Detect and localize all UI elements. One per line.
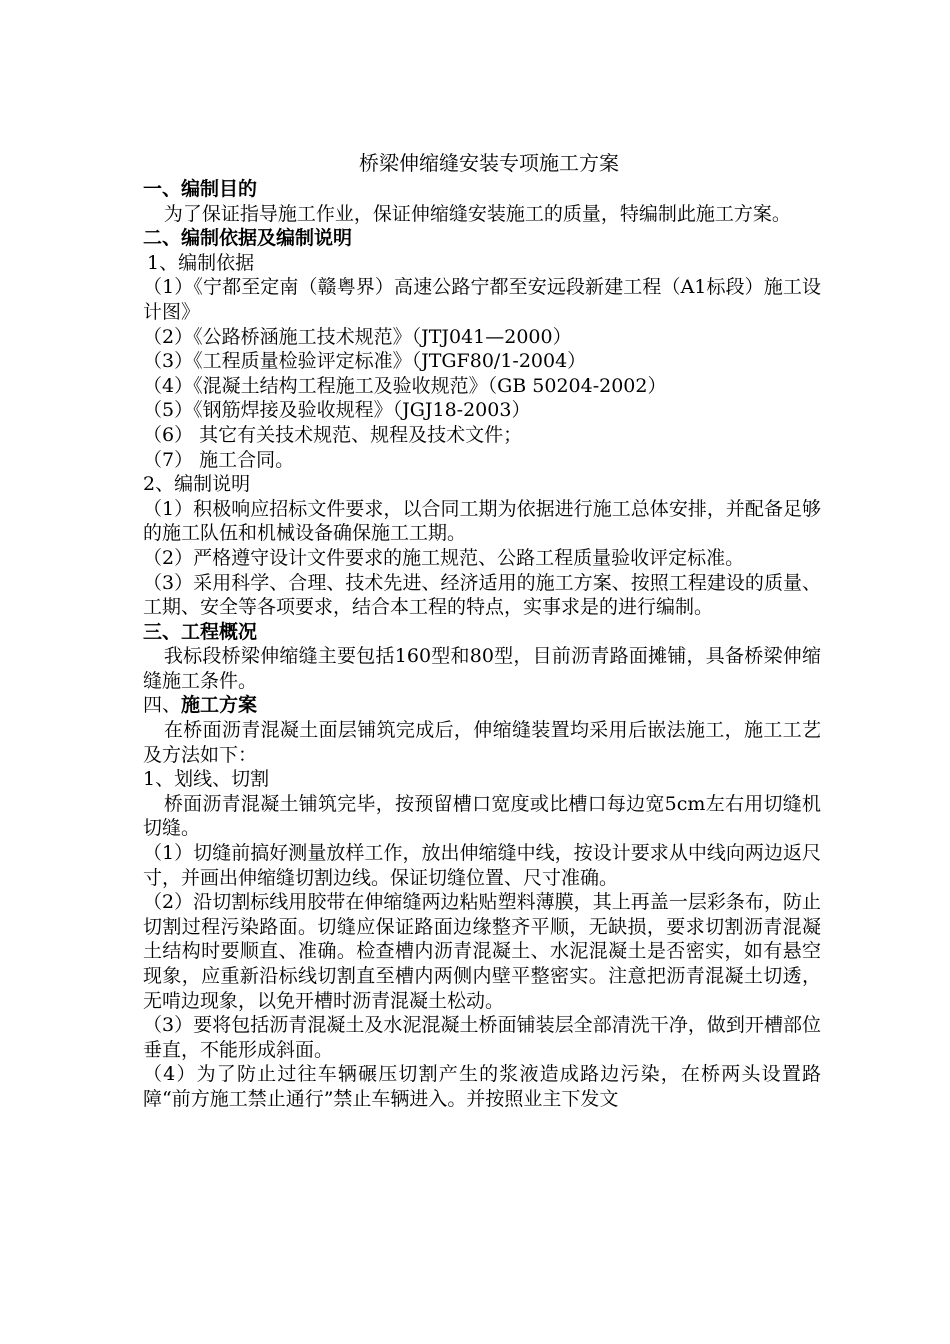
section-heading-number: 四、 [143, 694, 182, 717]
body-paragraph: 1、编制依据 [147, 251, 255, 274]
body-paragraph: 桥面沥青混凝土铺筑完毕，按预留槽口宽度或比槽口每边宽5cm左右用切缝机切缝。 [143, 792, 821, 840]
body-paragraph: （3）采用科学、合理、技术先进、经济适用的施工方案、按照工程建设的质量、工期、安全等各项要求，结合本工程的特点，实事求是的进行编制。 [143, 571, 821, 619]
body-paragraph: （5）《钢筋焊接及验收规程》（JGJ18-2003） [143, 399, 531, 422]
body-paragraph: （2）严格遵守设计文件要求的施工规范、公路工程质量验收评定标准。 [143, 546, 745, 569]
document-title: 桥梁伸缩缝安装专项施工方案 [359, 151, 619, 175]
body-paragraph: （2）《公路桥涵施工技术规范》（JTJ041—2000） [143, 325, 572, 348]
body-paragraph: （3）《工程质量检验评定标准》（JTGF80/1-2004） [143, 350, 587, 373]
body-paragraph: 2、编制说明 [143, 473, 251, 496]
body-paragraph: （3）要将包括沥青混凝土及水泥混凝土桥面铺装层全部清洗干净，做到开槽部位垂直，不能形成斜面。 [143, 1014, 821, 1061]
body-paragraph: 在桥面沥青混凝土面层铺筑完成后，伸缩缝装置均采用后嵌法施工，施工工艺及方法如下： [143, 719, 821, 766]
body-paragraph: （4）《混凝土结构工程施工及验收规范》（GB 50204-2002） [143, 374, 667, 397]
section-heading: 一、编制目的 [143, 178, 258, 200]
body-paragraph: （7） 施工合同。 [143, 448, 295, 471]
section-heading-label: 施工方案 [181, 694, 258, 717]
section-heading [143, 693, 821, 718]
body-paragraph: （2）沿切割标线用胶带在伸缩缝两边粘贴塑料薄膜，其上再盖一层彩条布，防止切割过程污染路面。切缝应保证路面边缘整齐平顺，无缺损，要求切割沥青混凝土结构时要顺直、准确。检查槽内沥青混凝土、水泥混凝土是否密实，如有悬空现象，应重新沿标线切割直至槽内两侧内壁平整密实。注意把沥青混凝土切透，无啃边现象，以免开槽时沥青混凝土松动。 [143, 891, 821, 1012]
body-paragraph: （4）为了防止过往车辆碾压切割产生的浆液造成路边污染，在桥两头设置路障“前方施工禁止通行”禁止车辆进入。并按照业主下发文 [143, 1063, 821, 1110]
document-body [143, 150, 821, 1112]
paragraph-list [143, 177, 821, 1112]
body-paragraph: （1）积极响应招标文件要求，以合同工期为依据进行施工总体安排，并配备足够的施工队伍和机械设备确保施工工期。 [143, 497, 821, 545]
body-paragraph: 为了保证指导施工作业，保证伸缩缝安装施工的质量，特编制此施工方案。 [163, 202, 791, 225]
body-paragraph: 1、划线、切割 [143, 768, 270, 791]
body-paragraph: （6） 其它有关技术规范、规程及技术文件； [143, 423, 523, 446]
section-heading: 二、编制依据及编制说明 [143, 227, 353, 250]
body-paragraph: 我标段桥梁伸缩缝主要包括160型和80型，目前沥青路面摊铺，具备桥梁伸缩缝施工条件。 [143, 645, 821, 692]
body-paragraph: （1）切缝前搞好测量放样工作，放出伸缩缝中线，按设计要求从中线向两边返尺寸，并画出伸缩缝切割边线。保证切缝位置、尺寸准确。 [143, 842, 821, 889]
body-paragraph: （1）《宁都至定南（赣粤界）高速公路宁都至安远段新建工程（A1标段）施工设计图》 [143, 276, 821, 323]
section-heading: 三、工程概况 [143, 620, 258, 643]
